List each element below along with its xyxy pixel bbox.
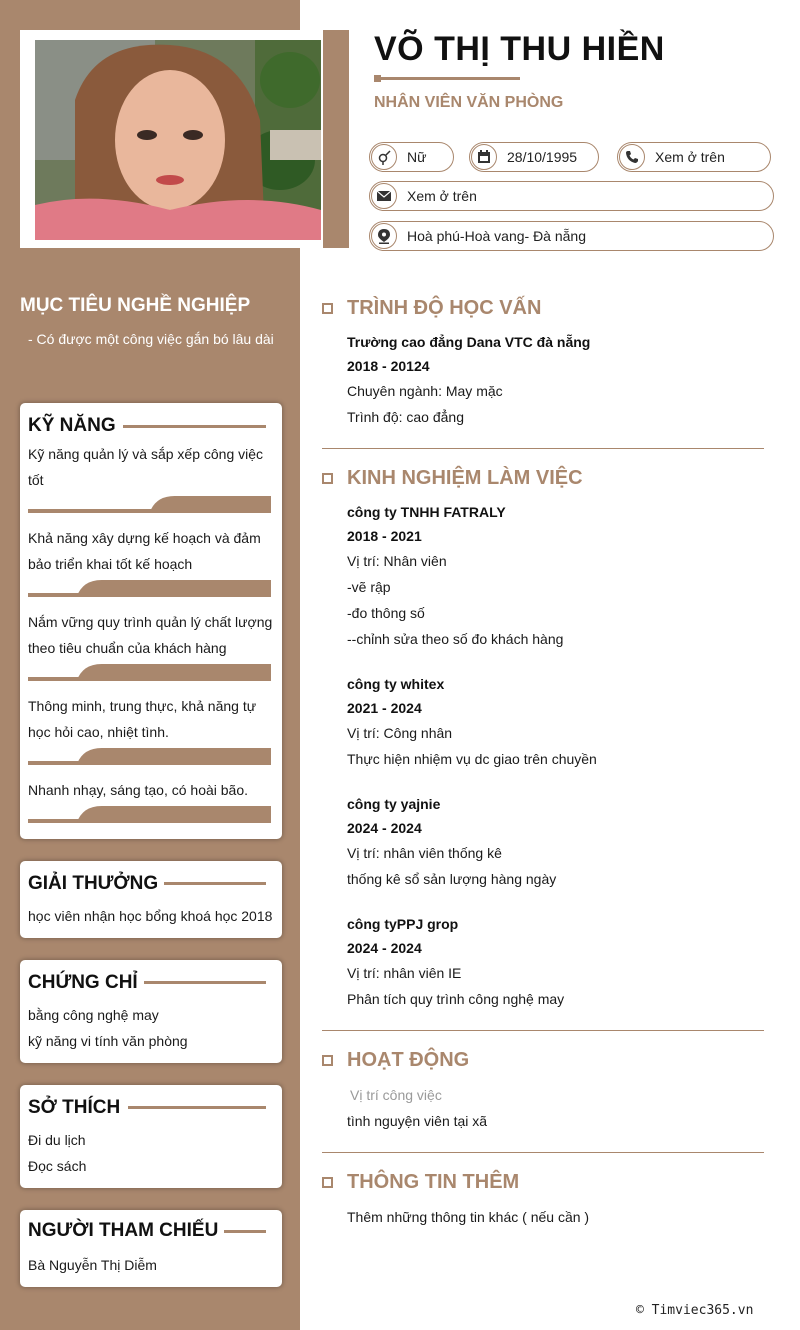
- awards-card: [20, 861, 282, 938]
- skill-item: [28, 693, 274, 745]
- extra-info-text: Thêm những thông tin khác ( nếu cần ): [347, 1209, 590, 1225]
- hobbies-title: SỞ THÍCH: [28, 1097, 121, 1118]
- email-icon: [371, 183, 397, 209]
- skill-level-bar: [28, 664, 271, 681]
- calendar-icon: [471, 144, 497, 170]
- job-detail: -đo thông số: [347, 605, 425, 621]
- skill-level-bar: [28, 748, 271, 765]
- activity-text: tình nguyện viên tại xã: [347, 1113, 488, 1129]
- hobby-item: Đọc sách: [28, 1158, 87, 1174]
- hobbies-title-line: [128, 1106, 266, 1109]
- education-school: Trường cao đẳng Dana VTC đà nẵng: [347, 334, 591, 350]
- skills-card: [20, 403, 282, 839]
- job-title: NHÂN VIÊN VĂN PHÒNG: [374, 94, 564, 111]
- references-card: [20, 1210, 282, 1287]
- skill-text-line: bảo triển khai tốt kế hoạch: [28, 556, 193, 572]
- skill-item: [28, 441, 274, 493]
- job-company: công tyPPJ grop: [347, 916, 459, 932]
- job-period: 2024 - 2024: [347, 820, 422, 836]
- hobby-item: Đi du lịch: [28, 1132, 86, 1148]
- skill-text-line: Khả năng xây dựng kế hoạch và đảm: [28, 530, 261, 546]
- job-detail: -vẽ rập: [347, 579, 391, 595]
- hobbies-list: [28, 1127, 274, 1179]
- job-detail: Vị trí: nhân viên thống kê: [347, 845, 502, 861]
- job-detail: Phân tích quy trình công nghệ may: [347, 991, 565, 1007]
- activity-position-placeholder: Vị trí công việc: [350, 1087, 442, 1103]
- job-company: công ty yajnie: [347, 796, 441, 812]
- email-field: [369, 181, 774, 211]
- certificate-item: bằng công nghệ may: [28, 1007, 159, 1023]
- awards-title: GIẢI THƯỞNG: [28, 873, 159, 894]
- references-title: NGƯỜI THAM CHIẾU: [28, 1220, 219, 1241]
- certificate-item: kỹ năng vi tính văn phòng: [28, 1033, 188, 1049]
- objective-text: - Có được một công việc gắn bó lâu dài: [28, 331, 274, 347]
- education-title: TRÌNH ĐỘ HỌC VẤN: [347, 297, 542, 319]
- hobbies-card: [20, 1085, 282, 1188]
- gender-field: [369, 142, 454, 172]
- location-icon: [371, 223, 397, 249]
- birthday-value: 28/10/1995: [507, 149, 578, 165]
- gender-value: Nữ: [407, 149, 427, 165]
- skill-level-bar: [28, 580, 271, 597]
- activities-title: HOẠT ĐỘNG: [347, 1049, 470, 1071]
- full-name: VÕ THỊ THU HIỀN: [374, 30, 665, 68]
- job-company: công ty whitex: [347, 676, 445, 692]
- section-divider: [322, 1030, 764, 1031]
- references-title-line: [224, 1230, 266, 1233]
- avatar: [35, 40, 321, 240]
- certificates-title: CHỨNG CHỈ: [28, 972, 138, 993]
- education-level: Trình độ: cao đẳng: [347, 409, 465, 425]
- skill-text-line: Nhanh nhạy, sáng tạo, có hoài bão.: [28, 782, 249, 798]
- awards-text: học viên nhận học bổng khoá học 2018: [28, 908, 273, 924]
- phone-value: Xem ở trên: [655, 149, 725, 165]
- skill-item: [28, 609, 274, 661]
- skill-level-bar: [28, 806, 271, 823]
- job-detail: thống kê sổ sản lượng hàng ngày: [347, 871, 557, 887]
- email-value: Xem ở trên: [407, 188, 477, 204]
- references-text: Bà Nguyễn Thị Diễm: [28, 1257, 157, 1273]
- birthday-field: [469, 142, 599, 172]
- address-field: [369, 221, 774, 251]
- skill-text-line: tốt: [28, 472, 44, 488]
- skills-title-line: [123, 425, 266, 428]
- awards-title-line: [164, 882, 266, 885]
- job-period: 2021 - 2024: [347, 700, 422, 716]
- job-detail: Vị trí: nhân viên IE: [347, 965, 462, 981]
- skill-item: [28, 777, 274, 803]
- skill-level-bar: [28, 496, 271, 513]
- job-detail: --chỉnh sửa theo số đo khách hàng: [347, 631, 564, 647]
- skill-text-line: Nắm vững quy trình quản lý chất lượng: [28, 614, 273, 630]
- skill-text-line: Kỹ năng quản lý và sắp xếp công việc: [28, 446, 264, 462]
- header-accent-bar: [323, 30, 349, 248]
- phone-icon: [619, 144, 645, 170]
- skill-text-line: học hỏi cao, nhiệt tình.: [28, 724, 169, 740]
- name-underline: [374, 77, 520, 80]
- job-period: 2018 - 2021: [347, 528, 422, 544]
- job-detail: Vị trí: Nhân viên: [347, 553, 447, 569]
- experience-bullet: [322, 473, 333, 484]
- job-detail: Vị trí: Công nhân: [347, 725, 453, 741]
- job-detail: Thực hiện nhiệm vụ dc giao trên chuyền: [347, 751, 597, 767]
- certificates-card: [20, 960, 282, 1063]
- objective-title: MỤC TIÊU NGHỀ NGHIỆP: [20, 295, 251, 316]
- address-value: Hoà phú-Hoà vang- Đà nẵng: [407, 228, 587, 244]
- skill-text-line: theo tiêu chuẩn của khách hàng: [28, 640, 227, 656]
- education-major: Chuyên ngành: May mặc: [347, 383, 503, 399]
- extra-info-title: THÔNG TIN THÊM: [347, 1171, 520, 1193]
- name-underline-dot: [374, 75, 381, 82]
- gender-icon: [371, 144, 397, 170]
- education-period: 2018 - 20124: [347, 358, 430, 374]
- skill-item: [28, 525, 274, 577]
- skills-title: KỸ NĂNG: [28, 415, 116, 436]
- job-company: công ty TNHH FATRALY: [347, 504, 506, 520]
- section-divider: [322, 1152, 764, 1153]
- section-divider: [322, 448, 764, 449]
- phone-field: [617, 142, 771, 172]
- extra-info-bullet: [322, 1177, 333, 1188]
- education-bullet: [322, 303, 333, 314]
- experience-title: KINH NGHIỆM LÀM VIỆC: [347, 467, 583, 489]
- skill-text-line: Thông minh, trung thực, khả năng tự: [28, 698, 257, 714]
- footer-watermark: © Timviec365.vn: [636, 1303, 754, 1318]
- activities-bullet: [322, 1055, 333, 1066]
- job-period: 2024 - 2024: [347, 940, 422, 956]
- certificates-title-line: [144, 981, 266, 984]
- certificates-list: [28, 1002, 274, 1054]
